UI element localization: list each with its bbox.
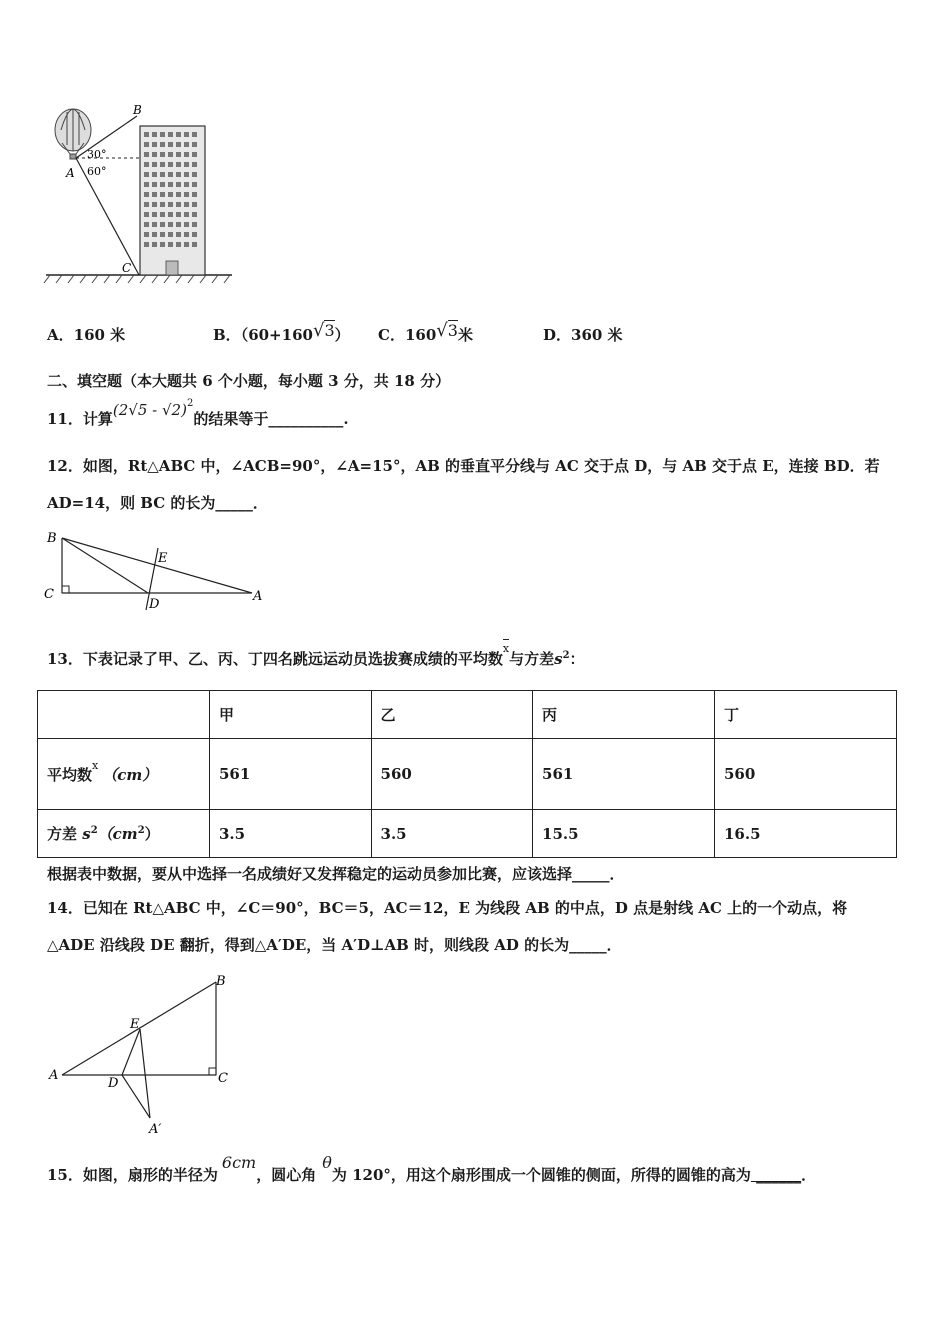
stats-table bbox=[37, 690, 897, 858]
option-c[interactable]: C．160√3米 bbox=[378, 320, 473, 344]
row-label-variance: 方差 $s^2(cm^2)$ bbox=[38, 810, 210, 858]
label-D: D bbox=[149, 597, 160, 612]
question-15: 15．如图，扇形的半径为6cm，圆心角θ为 120°，用这个扇形围成一个圆锥的侧面，所得的圆锥的高为 ______． bbox=[47, 1153, 817, 1184]
label-C: C bbox=[218, 1071, 228, 1086]
table-cell: 乙 bbox=[371, 691, 533, 739]
table-row bbox=[38, 739, 897, 810]
label-D: D bbox=[108, 1076, 119, 1091]
table-cell bbox=[38, 691, 210, 739]
table-cell: 561 bbox=[533, 739, 715, 810]
section-title: 二、填空题（本大题共 6 个小题，每小题 3 分，共 18 分） bbox=[47, 372, 451, 390]
table-cell: 甲 bbox=[210, 691, 372, 739]
table-cell: 560 bbox=[715, 739, 897, 810]
table-cell: 561 bbox=[210, 739, 372, 810]
label-E: E bbox=[130, 1017, 140, 1032]
option-b[interactable]: B．（60+160√3） bbox=[213, 320, 350, 344]
q12-figure bbox=[40, 526, 266, 616]
q10-figure bbox=[40, 100, 240, 295]
table-row bbox=[38, 810, 897, 858]
angle-60: 60° bbox=[87, 165, 107, 178]
row-label-mean: 平均数$^x$（cm） bbox=[38, 739, 210, 810]
question-13-after: 根据表中数据，要从中选择一名成绩好又发挥稳定的运动员参加比赛，应该选择_____． bbox=[47, 865, 625, 883]
question-12-line2: AD=14，则 BC 的长为_____． bbox=[47, 494, 268, 512]
table-cell: 560 bbox=[371, 739, 533, 810]
label-A: A bbox=[49, 1068, 59, 1083]
question-13: 13．下表记录了甲、乙、丙、丁四名跳远运动员选拔赛成绩的平均数x与方差$s^2$： bbox=[47, 648, 585, 669]
building bbox=[140, 126, 205, 275]
question-11: 11．计算(2√5 - √2)$^2$的结果等于__________. bbox=[47, 398, 349, 428]
label-A: A bbox=[253, 589, 263, 604]
table-cell: 3.5 bbox=[371, 810, 533, 858]
q11-answer-blank[interactable]: __________ bbox=[268, 410, 344, 428]
table-cell: 16.5 bbox=[715, 810, 897, 858]
table-cell: 3.5 bbox=[210, 810, 372, 858]
q15-answer-blank[interactable]: ______ bbox=[750, 1166, 802, 1184]
table-cell: 15.5 bbox=[533, 810, 715, 858]
question-14-line1: 14．已知在 Rt△ABC 中，∠C＝90°，BC＝5，AC＝12，E 为线段 AB 的中点，D 点是射线 AC 上的一个动点，将 bbox=[47, 899, 848, 917]
label-E: E bbox=[158, 551, 168, 566]
table-header-row bbox=[38, 691, 897, 739]
label-A: A bbox=[66, 166, 75, 180]
table-cell: 丁 bbox=[715, 691, 897, 739]
label-A-prime: A′ bbox=[149, 1122, 162, 1137]
label-C: C bbox=[122, 261, 132, 275]
option-a[interactable]: A．160 米 bbox=[47, 326, 126, 344]
label-B: B bbox=[47, 531, 57, 546]
x-bar: x bbox=[503, 639, 509, 655]
label-B: B bbox=[133, 103, 142, 117]
question-12-line1: 12．如图，Rt△ABC 中，∠ACB=90°，∠A=15°，AB 的垂直平分线与 AC 交于点 D，与 AB 交于点 E，连接 BD．若 bbox=[47, 457, 880, 475]
label-B: B bbox=[216, 974, 226, 989]
question-14-line2: △ADE 沿线段 DE 翻折，得到△A′DE，当 A′D⊥AB 时，则线段 AD 的长为_____． bbox=[47, 936, 622, 954]
label-C: C bbox=[44, 587, 54, 602]
q14-figure bbox=[44, 968, 244, 1138]
angle-30: 30° bbox=[87, 148, 107, 161]
table-cell: 丙 bbox=[533, 691, 715, 739]
option-d[interactable]: D．360 米 bbox=[543, 326, 623, 344]
